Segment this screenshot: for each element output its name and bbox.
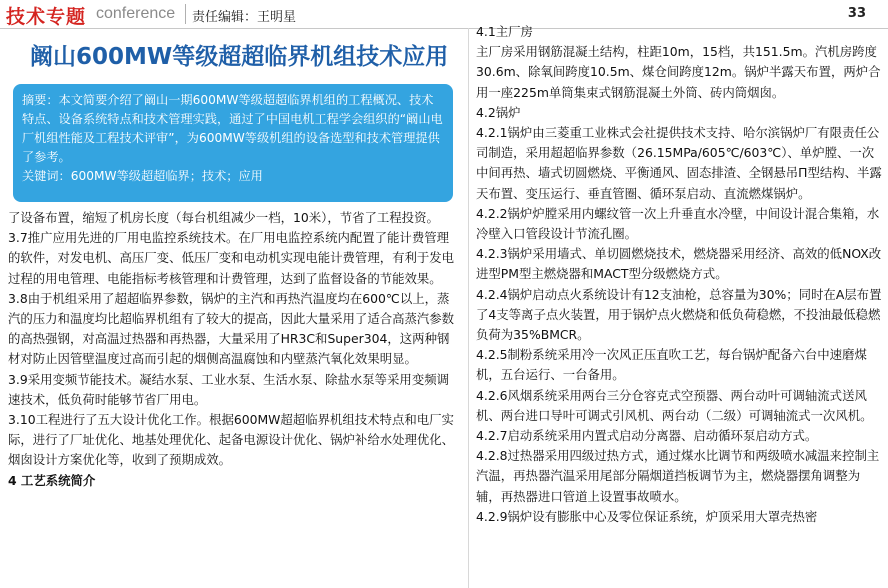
header-divider bbox=[185, 4, 186, 24]
left-paragraph: 3.7推广应用先进的厂用电监控系统技术。在厂用电监控系统内配置了能计费管理的软件，对发电机、高压厂变、低压厂变和电动机实现电能计费管理，有利于发电过程的用电管理、电能指标考核管理和计费管理，达到了监督设备的节能效果。 bbox=[8, 230, 455, 286]
subsection-heading: 4.2锅炉 bbox=[476, 104, 521, 120]
right-paragraph: 4.2.3锅炉采用墙式、单切圆燃烧技术，燃烧器采用经济、高效的低NOX改进型PM型主燃烧器和MACT型分级燃烧方式。 bbox=[476, 246, 882, 282]
column-divider bbox=[468, 28, 469, 588]
right-paragraph: 4.2.7启动系统采用内置式启动分离器、启动循环泵启动方式。 bbox=[476, 428, 818, 444]
left-paragraph: 3.8由于机组采用了超超临界参数，锅炉的主汽和再热汽温度均在600℃以上，蒸汽的压力和温度均比超临界机组有了较大的提高，因此大量采用了适合高蒸汽参数的高热强钢，对高温过热器和再热器，大量采用了HR3C和Super304，这两种钢材对防止因管壁温度过高而引起的烟侧高温腐蚀和内壁蒸汽氧化效果明显。 bbox=[8, 290, 455, 367]
right-column bbox=[476, 22, 882, 527]
left-column bbox=[8, 208, 460, 491]
right-paragraph: 4.2.4锅炉启动点火系统设计有12支油枪，总容量为30%；同时在A层布置了4支等离子点火装置，用于锅炉点火燃烧和低负荷稳燃，不投油最低稳燃负荷为35%BMCR。 bbox=[476, 286, 882, 343]
left-paragraph: 3.9采用变频节能技术。凝结水泵、工业水泵、生活水泵、除盐水泵等采用变频调速技术，低负荷时能够节省厂用电。 bbox=[8, 371, 449, 407]
left-paragraph: 了设备布置，缩短了机房长度（每台机组减少一档，10米），节省了工程投资。 bbox=[8, 210, 439, 225]
abstract-box bbox=[13, 84, 453, 202]
page-number: 33 bbox=[847, 6, 866, 21]
right-paragraph: 主厂房采用钢筋混凝土结构，柱距10m，15档，共151.5m。汽机房跨度30.6m、除氧间跨度10.5m、煤仓间跨度12m。锅炉半露天布置，两炉合用一座225m单筒集束式钢筋混凝土外筒、砖内筒烟囱。 bbox=[476, 44, 881, 100]
subsection-heading: 4.1主厂房 bbox=[476, 24, 533, 39]
section-brand: 技术专题 bbox=[6, 6, 87, 28]
abstract-text: 摘要：本文简要介绍了阚山一期600MW等级超超临界机组的工程概况、技术特点、设备系统特点和技术管理实践，通过了中国电机工程学会组织的“阚山电厂机组性能及工程技术评审”，为600MW等级机组的设备选型和技术管理提供了参考。 bbox=[22, 93, 443, 164]
editor-credit: 责任编辑：王明星 bbox=[192, 10, 297, 25]
left-paragraph: 3.10工程进行了五大设计优化工作。根据600MW超超临界机组技术特点和电厂实际，进行了厂址优化、地基处理优化、起备电源设计优化、锅炉补给水处理优化、烟囱设计方案优化等，收到了预期成效。 bbox=[8, 412, 455, 468]
keywords-text: 关键词：600MW等级超超临界；技术；应用 bbox=[22, 169, 263, 183]
section-brand-sub: conference bbox=[96, 5, 176, 22]
right-paragraph: 4.2.8过热器采用四级过热方式，通过煤水比调节和两级喷水减温来控制主汽温，再热器汽温采用尾部分隔烟道挡板调节为主，燃烧器摆角调整为辅，再热器进口管道上设置事故喷水。 bbox=[476, 448, 880, 504]
article-title: 阚山600MW等级超超临界机组技术应用 bbox=[30, 44, 449, 70]
section-heading: 4 工艺系统简介 bbox=[8, 472, 96, 488]
right-paragraph: 4.2.6风烟系统采用两台三分仓容克式空预器、两台动叶可调轴流式送风机、两台进口导叶可调式引风机、两台动（二级）可调轴流式一次风机。 bbox=[476, 387, 873, 423]
right-paragraph: 4.2.5制粉系统采用冷一次风正压直吹工艺，每台锅炉配备六台中速磨煤机，五台运行、一台备用。 bbox=[476, 347, 867, 383]
right-paragraph: 4.2.9锅炉设有膨胀中心及零位保证系统，炉顶采用大罩壳热密 bbox=[476, 508, 818, 524]
right-paragraph: 4.2.2锅炉炉膛采用内螺纹管一次上升垂直水冷壁，中间设计混合集箱，水冷壁入口管段设计节流孔圈。 bbox=[476, 205, 880, 242]
right-paragraph: 4.2.1锅炉由三菱重工业株式会社提供技术支持、哈尔滨锅炉厂有限责任公司制造，采用超超临界参数（26.15MPa/605℃/603℃）、单炉膛、一次中间再热、墙式切圆燃烧、平衡通风、固态排渣、全钢悬吊Π型结构、半露天布置、变压运行、垂直管圈、循环泵启动、直流燃煤锅炉。 bbox=[476, 125, 882, 201]
